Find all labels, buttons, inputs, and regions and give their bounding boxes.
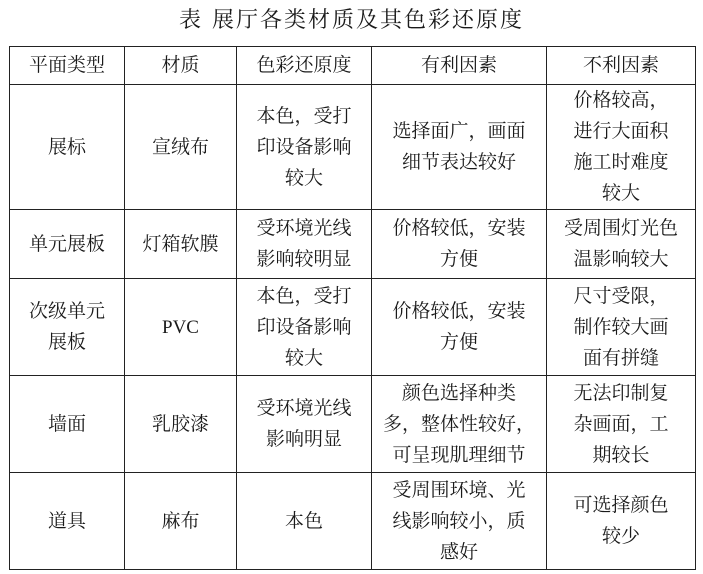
cell-plane-type: 展标 xyxy=(10,85,125,210)
table-caption: 表 展厅各类材质及其色彩还原度 xyxy=(179,8,524,33)
cell-line: 可选择颜色 xyxy=(573,494,669,516)
materials-table xyxy=(9,46,696,570)
table-row xyxy=(10,376,696,473)
cell-plane-type: 道具 xyxy=(10,473,125,570)
cell-disadvantages xyxy=(547,376,696,473)
cell-plane-type: 单元展板 xyxy=(10,210,125,279)
cell-line: 价格较低，安装 xyxy=(392,217,526,239)
cell-line: 尺寸受限， xyxy=(573,284,669,307)
header-material: 材质 xyxy=(125,47,237,85)
cell-material: 乳胶漆 xyxy=(125,376,237,473)
cell-disadvantages xyxy=(547,210,696,279)
cell-line: 颜色选择种类 xyxy=(401,381,516,404)
cell-line: 施工时难度 xyxy=(573,151,669,173)
cell-line: 印设备影响 xyxy=(256,315,352,338)
cell-material: PVC xyxy=(125,279,237,376)
cell-line: 较大 xyxy=(601,182,640,204)
cell-disadvantages xyxy=(547,473,696,570)
cell-line: 次级单元 xyxy=(28,300,105,322)
cell-line: 多，整体性较好， xyxy=(382,412,535,435)
cell-color-fidelity: 本色 xyxy=(237,473,372,570)
header-plane-type: 平面类型 xyxy=(10,47,125,85)
cell-line: 选择面广，画面 xyxy=(392,120,526,142)
cell-line: 期较长 xyxy=(592,443,650,466)
cell-line: 受周围环境、光 xyxy=(392,478,526,501)
cell-disadvantages xyxy=(547,85,696,210)
cell-material: 宣绒布 xyxy=(125,85,237,210)
cell-material: 灯箱软膜 xyxy=(125,210,237,279)
cell-advantages xyxy=(372,376,547,473)
cell-plane-type: 墙面 xyxy=(10,376,125,473)
cell-line: 价格较低，安装 xyxy=(392,300,526,322)
cell-line: 温影响较大 xyxy=(573,248,669,270)
cell-plane-type xyxy=(10,279,125,376)
cell-line: 较大 xyxy=(284,166,323,189)
cell-line: 印设备影响 xyxy=(256,135,352,158)
cell-line: 较少 xyxy=(601,525,640,547)
header-disadvantages: 不利因素 xyxy=(547,47,696,85)
cell-line: 受周围灯光色 xyxy=(563,217,678,239)
cell-line: 无法印制复 xyxy=(573,381,669,404)
cell-advantages xyxy=(372,473,547,570)
cell-color-fidelity xyxy=(237,210,372,279)
cell-line: 本色，受打 xyxy=(256,104,352,127)
cell-line: 较大 xyxy=(284,346,323,369)
cell-color-fidelity xyxy=(237,279,372,376)
cell-line: 本色，受打 xyxy=(256,284,352,307)
cell-line: 可呈现肌理细节 xyxy=(392,443,526,466)
cell-line: 展板 xyxy=(47,331,86,353)
cell-line: 制作较大画 xyxy=(573,315,669,338)
cell-line: 受环境光线 xyxy=(256,217,352,239)
cell-line: 线影响较小，质 xyxy=(392,509,526,532)
cell-line: 影响较明显 xyxy=(256,248,352,270)
cell-line: 方便 xyxy=(439,248,478,270)
header-row xyxy=(10,47,696,85)
cell-disadvantages xyxy=(547,279,696,376)
table-row xyxy=(10,85,696,210)
cell-color-fidelity xyxy=(237,376,372,473)
cell-line: 方便 xyxy=(439,331,478,353)
table-row xyxy=(10,210,696,279)
cell-advantages xyxy=(372,85,547,210)
cell-line: 面有拼缝 xyxy=(582,346,659,369)
cell-line: 杂画面，工 xyxy=(573,412,669,435)
cell-line: 细节表达较好 xyxy=(401,151,516,173)
cell-line: 感好 xyxy=(439,540,478,563)
cell-advantages xyxy=(372,279,547,376)
cell-color-fidelity xyxy=(237,85,372,210)
header-advantages: 有利因素 xyxy=(372,47,547,85)
cell-advantages xyxy=(372,210,547,279)
cell-line: 受环境光线 xyxy=(256,397,352,419)
cell-line: 影响明显 xyxy=(265,428,342,450)
cell-line: 进行大面积 xyxy=(573,120,669,142)
cell-line: 价格较高， xyxy=(573,89,669,111)
table-row xyxy=(10,279,696,376)
header-color-fidelity: 色彩还原度 xyxy=(237,47,372,85)
table-row xyxy=(10,473,696,570)
cell-material: 麻布 xyxy=(125,473,237,570)
